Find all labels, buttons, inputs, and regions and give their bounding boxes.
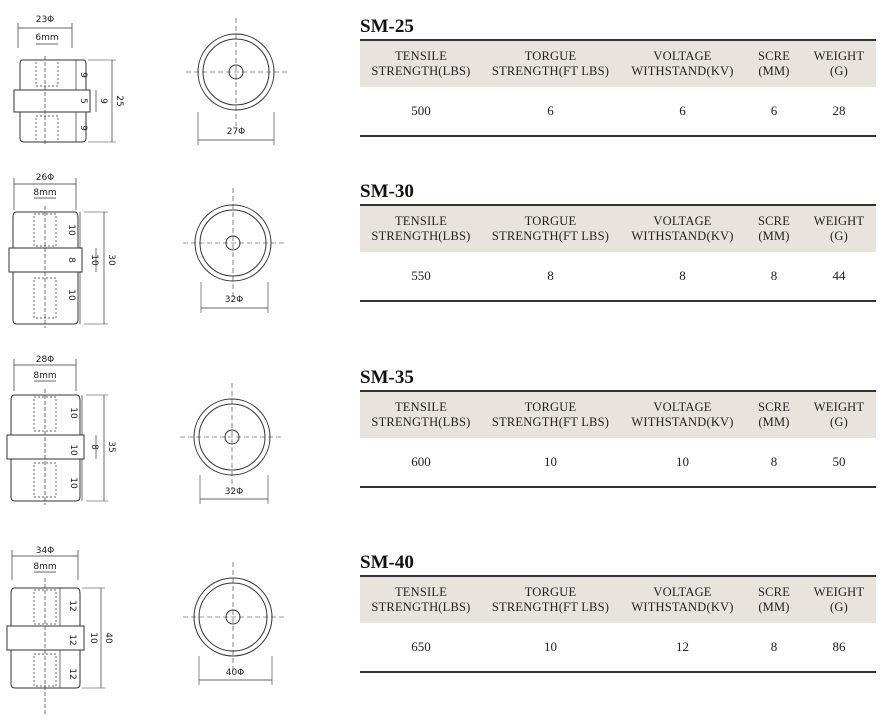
torgue-value: 6	[547, 103, 554, 118]
header-screw: SCRE (MM)	[746, 40, 802, 87]
band-height-label: 12	[67, 634, 77, 646]
model-title: SM-40	[360, 552, 414, 573]
total-height-label: 25	[114, 95, 124, 107]
voltage-value: 10	[676, 454, 689, 469]
table-row	[360, 252, 876, 301]
side-view	[9, 178, 108, 328]
top-diameter-label: 34Φ	[35, 546, 55, 556]
tensile-value: 550	[411, 268, 431, 283]
band-outer-label: 10	[88, 632, 98, 644]
table-row	[360, 623, 876, 672]
header-weight: WEIGHT (G)	[802, 391, 876, 438]
spec-sm-30	[360, 180, 876, 302]
drawing-sm-40	[0, 540, 340, 715]
header-tensile: TENSILE STRENGTH(LBS)	[360, 576, 482, 623]
weight-value: 44	[832, 268, 846, 283]
drawing-svg	[0, 540, 340, 719]
weight-value: 86	[832, 639, 846, 654]
front-view	[180, 383, 284, 504]
band-outer-label: 10	[89, 254, 99, 266]
header-row	[360, 205, 876, 252]
lower-height-label: 10	[68, 477, 78, 489]
torgue-value: 10	[544, 639, 557, 654]
header-weight: WEIGHT (G)	[802, 205, 876, 252]
side-view	[14, 23, 116, 146]
header-voltage: VOLTAGE WITHSTAND(KV)	[619, 205, 746, 252]
lower-height-label: 10	[66, 289, 76, 301]
screw-value: 8	[770, 454, 778, 469]
header-screw: SCRE (MM)	[746, 205, 802, 252]
lower-height-label: 12	[67, 668, 77, 680]
spec-sm-25	[360, 15, 876, 137]
bore-label: 8mm	[33, 371, 57, 381]
lower-height-label: 9	[78, 125, 88, 131]
band-height-label: 10	[68, 444, 78, 456]
voltage-value: 12	[676, 639, 689, 654]
voltage-value: 6	[679, 103, 686, 118]
header-tensile: TENSILE STRENGTH(LBS)	[360, 40, 482, 87]
band-outer-label: 8	[89, 444, 99, 450]
header-screw: SCRE (MM)	[746, 391, 802, 438]
front-diameter-label: 27Φ	[226, 127, 246, 137]
spec-sm-35	[360, 366, 876, 488]
bore-label: 6mm	[35, 33, 59, 43]
drawing-sm-35	[0, 355, 340, 530]
upper-height-label: 10	[68, 407, 78, 419]
front-view	[183, 562, 284, 685]
table-row	[360, 87, 876, 136]
header-torgue: TORGUE STRENGTH(FT LBS)	[482, 576, 619, 623]
header-weight: WEIGHT (G)	[802, 40, 876, 87]
header-tensile: TENSILE STRENGTH(LBS)	[360, 205, 482, 252]
header-torgue: TORGUE STRENGTH(FT LBS)	[482, 40, 619, 87]
header-weight: WEIGHT (G)	[802, 576, 876, 623]
bore-label: 8mm	[33, 562, 57, 572]
spec-sm-40	[360, 551, 876, 673]
header-row	[360, 40, 876, 87]
upper-height-label: 12	[67, 600, 77, 612]
total-height-label: 30	[106, 254, 116, 266]
bore-label: 8mm	[33, 188, 57, 198]
front-diameter-label: 32Φ	[224, 295, 244, 305]
torgue-value: 10	[544, 454, 557, 469]
front-diameter-label: 40Φ	[225, 668, 245, 678]
side-view	[7, 359, 108, 505]
spec-table	[360, 575, 876, 673]
drawing-svg	[0, 170, 340, 345]
spec-table	[360, 39, 876, 137]
top-diameter-label: 26Φ	[35, 173, 55, 183]
band-outer-label: 9	[98, 98, 108, 104]
top-diameter-label: 23Φ	[35, 15, 55, 25]
header-screw: SCRE (MM)	[746, 576, 802, 623]
header-row	[360, 391, 876, 438]
tensile-value: 600	[411, 454, 431, 469]
drawing-sm-30	[0, 170, 340, 345]
total-height-label: 35	[106, 441, 116, 453]
header-row	[360, 576, 876, 623]
band-height-label: 5	[78, 98, 88, 104]
header-voltage: VOLTAGE WITHSTAND(KV)	[619, 40, 746, 87]
spec-table	[360, 390, 876, 488]
model-title: SM-35	[360, 367, 414, 388]
front-diameter-label: 32Φ	[224, 487, 244, 497]
tensile-value: 650	[411, 639, 431, 654]
screw-value: 8	[770, 639, 778, 654]
model-title: SM-30	[360, 181, 414, 202]
front-view	[186, 18, 288, 145]
screw-value: 6	[770, 103, 778, 118]
drawing-sm-25	[0, 0, 340, 175]
side-dimensions	[33, 355, 116, 489]
header-tensile: TENSILE STRENGTH(LBS)	[360, 391, 482, 438]
weight-value: 28	[832, 103, 846, 118]
header-torgue: TORGUE STRENGTH(FT LBS)	[482, 205, 619, 252]
voltage-value: 8	[679, 268, 686, 283]
side-dimensions	[35, 15, 124, 131]
upper-height-label: 10	[66, 224, 76, 236]
drawing-svg	[0, 0, 340, 175]
weight-value: 50	[832, 454, 846, 469]
screw-value: 8	[770, 268, 778, 283]
tensile-value: 500	[411, 103, 431, 118]
upper-height-label: 9	[78, 72, 88, 78]
band-height-label: 8	[66, 257, 76, 263]
header-voltage: VOLTAGE WITHSTAND(KV)	[619, 391, 746, 438]
header-torgue: TORGUE STRENGTH(FT LBS)	[482, 391, 619, 438]
header-voltage: VOLTAGE WITHSTAND(KV)	[619, 576, 746, 623]
drawing-svg	[0, 355, 340, 530]
torgue-value: 8	[547, 268, 554, 283]
top-diameter-label: 28Φ	[35, 355, 55, 365]
model-title: SM-25	[360, 16, 414, 37]
total-height-label: 40	[103, 632, 113, 644]
side-dimensions	[33, 173, 116, 301]
table-row	[360, 438, 876, 487]
spec-table	[360, 204, 876, 302]
